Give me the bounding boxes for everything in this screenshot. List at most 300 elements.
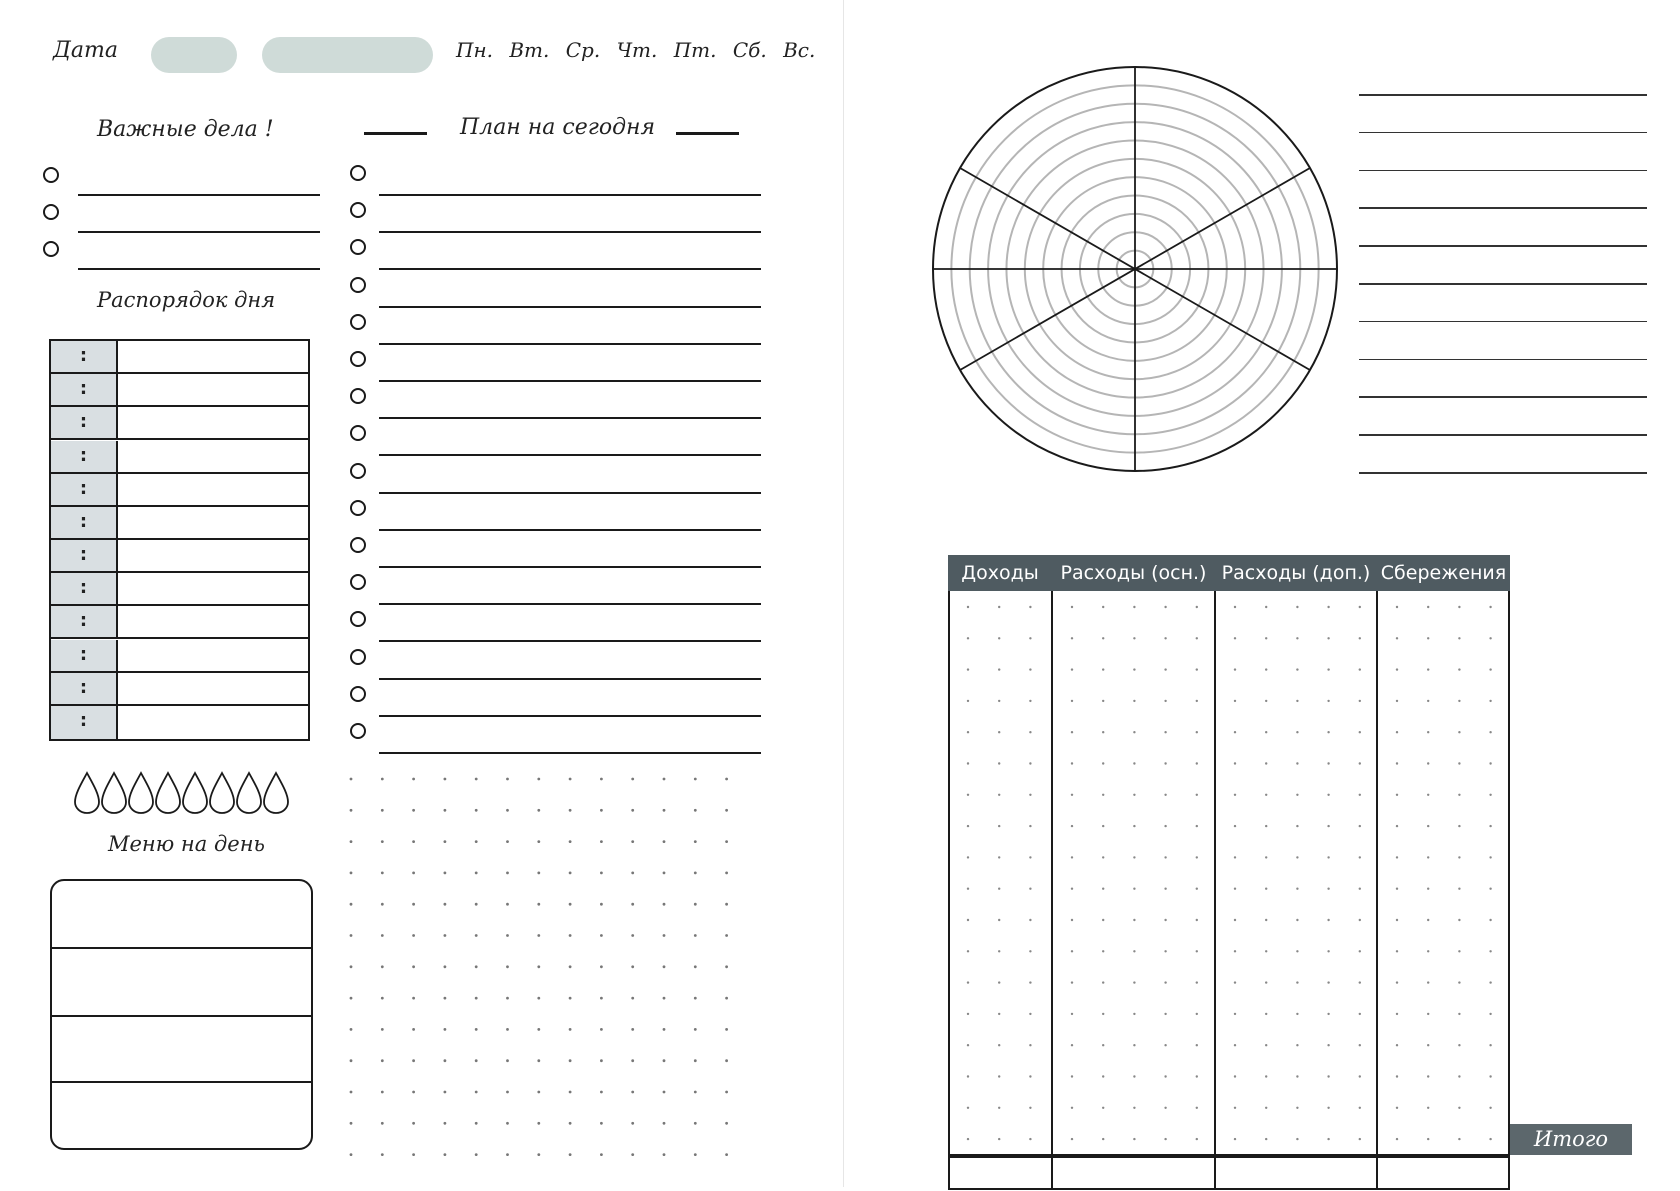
grid-dot (1396, 1107, 1398, 1109)
menu-divider (52, 947, 311, 949)
water-drop-icon[interactable] (75, 773, 99, 813)
date-field-wide[interactable] (262, 37, 433, 73)
schedule-time-cell[interactable]: : (51, 474, 118, 505)
water-drop-icon[interactable] (237, 773, 261, 813)
grid-dot (444, 997, 447, 1000)
finance-grid[interactable] (948, 591, 1512, 1191)
notes-line[interactable] (1359, 94, 1647, 96)
grid-dot (725, 903, 728, 906)
schedule-time-cell[interactable]: : (51, 407, 118, 438)
grid-dot (537, 1091, 540, 1094)
weekday-tue[interactable]: Вт. (509, 38, 550, 62)
grid-dot (569, 872, 572, 875)
important-title: Важные дела ! (97, 117, 274, 142)
grid-dot (694, 1091, 697, 1094)
grid-dot (1196, 856, 1198, 858)
schedule-activity-cell[interactable] (118, 540, 308, 571)
grid-dot (600, 997, 603, 1000)
grid-dot (412, 965, 415, 968)
grid-dot (1029, 825, 1031, 827)
schedule-activity-cell[interactable] (118, 341, 308, 372)
grid-dot (1234, 1013, 1236, 1015)
schedule-activity-cell[interactable] (118, 606, 308, 637)
grid-dot (1133, 1107, 1135, 1109)
notes-line[interactable] (1359, 207, 1647, 209)
grid-dot (1327, 1138, 1329, 1140)
grid-dot (1164, 668, 1166, 670)
grid-dot (1296, 981, 1298, 983)
schedule-title: Распорядок дня (97, 288, 276, 312)
plan-line[interactable] (379, 380, 761, 382)
grid-dot (1458, 1107, 1460, 1109)
grid-dot (663, 809, 666, 812)
plan-checkbox[interactable] (350, 277, 366, 293)
weekday-thu[interactable]: Чт. (616, 38, 658, 62)
grid-dot (1234, 919, 1236, 921)
grid-dot (1396, 762, 1398, 764)
notes-line[interactable] (1359, 359, 1647, 361)
water-drop-icon[interactable] (156, 773, 180, 813)
grid-dot (694, 934, 697, 937)
schedule-activity-cell[interactable] (118, 374, 308, 405)
schedule-activity-cell[interactable] (118, 474, 308, 505)
plan-checkbox[interactable] (350, 611, 366, 627)
grid-dot (350, 1091, 353, 1094)
grid-dot (506, 872, 509, 875)
grid-dot (475, 809, 478, 812)
grid-dot (1489, 1107, 1491, 1109)
grid-dot (1327, 700, 1329, 702)
important-line[interactable] (78, 231, 320, 233)
water-drop-icon[interactable] (102, 773, 126, 813)
plan-line[interactable] (379, 194, 761, 196)
grid-dot (1427, 919, 1429, 921)
important-checkbox[interactable] (43, 204, 59, 220)
grid-dot (631, 872, 634, 875)
grid-dot (1164, 950, 1166, 952)
important-checkbox[interactable] (43, 241, 59, 257)
date-label: Дата (53, 38, 118, 63)
grid-dot (1102, 1138, 1104, 1140)
grid-dot (663, 903, 666, 906)
plan-line[interactable] (379, 306, 761, 308)
grid-dot (381, 903, 384, 906)
grid-dot (444, 1153, 447, 1156)
water-drop-icon[interactable] (264, 773, 288, 813)
plan-checkbox[interactable] (350, 463, 366, 479)
grid-dot (1029, 731, 1031, 733)
grid-dot (631, 778, 634, 781)
grid-dot (1427, 1013, 1429, 1015)
plan-line[interactable] (379, 678, 761, 680)
grid-dot (1427, 731, 1429, 733)
plan-checkbox[interactable] (350, 500, 366, 516)
schedule-activity-cell[interactable] (118, 573, 308, 604)
grid-dot (475, 1091, 478, 1094)
plan-line[interactable] (379, 268, 761, 270)
notes-line[interactable] (1359, 396, 1647, 398)
schedule-row (51, 407, 308, 440)
grid-dot (412, 1028, 415, 1031)
grid-dot (537, 872, 540, 875)
grid-dot (694, 809, 697, 812)
grid-dot (1102, 731, 1104, 733)
schedule-time-cell[interactable]: : (51, 640, 118, 671)
grid-dot (350, 1028, 353, 1031)
grid-dot (569, 840, 572, 843)
grid-dot (1196, 981, 1198, 983)
grid-dot (412, 778, 415, 781)
grid-dot (1489, 668, 1491, 670)
grid-dot (631, 1028, 634, 1031)
plan-line[interactable] (379, 752, 761, 754)
grid-dot (1234, 856, 1236, 858)
grid-dot (1427, 825, 1429, 827)
grid-dot (631, 1091, 634, 1094)
grid-dot (1489, 606, 1491, 608)
grid-dot (350, 965, 353, 968)
grid-dot (998, 950, 1000, 952)
schedule-time-cell[interactable]: : (51, 573, 118, 604)
grid-dot (967, 700, 969, 702)
grid-dot (967, 919, 969, 921)
page-divider (843, 0, 844, 1187)
grid-dot (998, 981, 1000, 983)
plan-checkbox[interactable] (350, 388, 366, 404)
grid-dot (1359, 950, 1361, 952)
grid-dot (537, 840, 540, 843)
grid-dot (998, 794, 1000, 796)
plan-checkbox[interactable] (350, 165, 366, 181)
grid-dot (1427, 1107, 1429, 1109)
grid-dot (1029, 1138, 1031, 1140)
grid-dot (1133, 637, 1135, 639)
grid-dot (1396, 950, 1398, 952)
grid-dot (600, 1153, 603, 1156)
grid-dot (998, 919, 1000, 921)
grid-dot (1489, 731, 1491, 733)
grid-dot (444, 1091, 447, 1094)
notes-line[interactable] (1359, 170, 1647, 172)
grid-dot (1265, 637, 1267, 639)
grid-dot (1071, 637, 1073, 639)
grid-dot (412, 934, 415, 937)
grid-dot (631, 903, 634, 906)
grid-dot (537, 1153, 540, 1156)
grid-dot (1164, 606, 1166, 608)
notes-line[interactable] (1359, 132, 1647, 134)
plan-line[interactable] (379, 529, 761, 531)
plan-line[interactable] (379, 640, 761, 642)
notes-line[interactable] (1359, 283, 1647, 285)
plan-line[interactable] (379, 454, 761, 456)
grid-dot (1296, 825, 1298, 827)
grid-dot (1234, 950, 1236, 952)
weekday-sun[interactable]: Вс. (783, 38, 816, 62)
grid-dot (537, 934, 540, 937)
grid-dot (1029, 981, 1031, 983)
water-drop-icon[interactable] (129, 773, 153, 813)
grid-dot (444, 1122, 447, 1125)
weekday-fri[interactable]: Пт. (673, 38, 717, 62)
grid-dot (1296, 919, 1298, 921)
weekday-selector (456, 38, 825, 62)
notes-line[interactable] (1359, 434, 1647, 436)
plan-checkbox[interactable] (350, 537, 366, 553)
grid-dot (1071, 1013, 1073, 1015)
important-line[interactable] (78, 194, 320, 196)
grid-dot (1102, 1107, 1104, 1109)
grid-dot (350, 872, 353, 875)
grid-dot (569, 1153, 572, 1156)
plan-checkbox[interactable] (350, 351, 366, 367)
grid-dot (1327, 606, 1329, 608)
grid-dot (1427, 1044, 1429, 1046)
grid-dot (600, 1122, 603, 1125)
grid-dot (600, 1028, 603, 1031)
menu-divider (52, 1081, 311, 1083)
grid-dot (1458, 1044, 1460, 1046)
finance-total-cell[interactable] (1377, 1156, 1510, 1190)
schedule-time-cell[interactable]: : (51, 673, 118, 704)
grid-dot (350, 1122, 353, 1125)
schedule-time-cell[interactable]: : (51, 606, 118, 637)
grid-dot (631, 1122, 634, 1125)
schedule-activity-cell[interactable] (118, 441, 308, 472)
grid-dot (381, 1059, 384, 1062)
plan-line[interactable] (379, 231, 761, 233)
plan-checkbox[interactable] (350, 202, 366, 218)
grid-dot (1458, 762, 1460, 764)
plan-checkbox[interactable] (350, 314, 366, 330)
schedule-activity-cell[interactable] (118, 706, 308, 739)
grid-dot (1489, 637, 1491, 639)
water-drop-icon[interactable] (210, 773, 234, 813)
grid-dot (1359, 1044, 1361, 1046)
grid-dot (1458, 700, 1460, 702)
grid-dot (1327, 762, 1329, 764)
water-drop-icon[interactable] (183, 773, 207, 813)
plan-line[interactable] (379, 715, 761, 717)
weekday-sat[interactable]: Сб. (732, 38, 767, 62)
grid-dot (569, 778, 572, 781)
grid-dot (967, 1075, 969, 1077)
grid-dot (1296, 794, 1298, 796)
grid-dot (1196, 950, 1198, 952)
grid-dot (1359, 700, 1361, 702)
schedule-time-cell[interactable]: : (51, 441, 118, 472)
grid-dot (1234, 981, 1236, 983)
schedule-activity-cell[interactable] (118, 407, 308, 438)
grid-dot (1458, 794, 1460, 796)
finance-total-cell[interactable] (948, 1156, 1052, 1190)
grid-dot (1234, 731, 1236, 733)
grid-dot (1458, 1013, 1460, 1015)
grid-dot (1234, 888, 1236, 890)
grid-dot (1029, 1075, 1031, 1077)
grid-dot (1396, 731, 1398, 733)
grid-dot (1029, 919, 1031, 921)
grid-dot (631, 1153, 634, 1156)
grid-dot (663, 1153, 666, 1156)
plan-checkbox[interactable] (350, 723, 366, 739)
grid-dot (663, 872, 666, 875)
schedule-activity-cell[interactable] (118, 640, 308, 671)
grid-dot (1489, 762, 1491, 764)
grid-dot (1359, 919, 1361, 921)
notes-line[interactable] (1359, 321, 1647, 323)
grid-dot (1196, 919, 1198, 921)
grid-dot (1196, 731, 1198, 733)
grid-dot (350, 1153, 353, 1156)
grid-dot (1458, 1138, 1460, 1140)
plan-checkbox[interactable] (350, 649, 366, 665)
grid-dot (967, 794, 969, 796)
grid-dot (412, 809, 415, 812)
grid-dot (444, 778, 447, 781)
grid-dot (412, 1091, 415, 1094)
grid-dot (967, 1013, 969, 1015)
grid-dot (1029, 762, 1031, 764)
grid-dot (1164, 919, 1166, 921)
grid-dot (475, 1122, 478, 1125)
schedule-time-cell[interactable]: : (51, 540, 118, 571)
grid-dot (600, 934, 603, 937)
grid-dot (1133, 981, 1135, 983)
total-label: Итого (1510, 1124, 1632, 1155)
important-checkbox[interactable] (43, 167, 59, 183)
grid-dot (412, 1059, 415, 1062)
grid-dot (1427, 606, 1429, 608)
grid-dot (998, 762, 1000, 764)
grid-dot (631, 1059, 634, 1062)
finance-total-cell[interactable] (1052, 1156, 1215, 1190)
grid-dot (569, 1091, 572, 1094)
grid-dot (1164, 700, 1166, 702)
grid-dot (1327, 950, 1329, 952)
grid-dot (1296, 762, 1298, 764)
grid-dot (1359, 1013, 1361, 1015)
plan-checkbox[interactable] (350, 686, 366, 702)
plan-checkbox[interactable] (350, 239, 366, 255)
grid-dot (1396, 794, 1398, 796)
grid-dot (1029, 700, 1031, 702)
weekday-wed[interactable]: Ср. (565, 38, 601, 62)
schedule-activity-cell[interactable] (118, 507, 308, 538)
date-field[interactable] (151, 37, 237, 73)
plan-checkbox[interactable] (350, 425, 366, 441)
schedule-time-cell[interactable]: : (51, 341, 118, 372)
grid-dot (1327, 825, 1329, 827)
grid-dot (569, 934, 572, 937)
grid-dot (694, 840, 697, 843)
grid-dot (1071, 1075, 1073, 1077)
grid-dot (1029, 1044, 1031, 1046)
grid-dot (1327, 637, 1329, 639)
grid-dot (600, 778, 603, 781)
plan-title: План на сегодня (460, 115, 656, 140)
grid-dot (967, 637, 969, 639)
grid-dot (1427, 1138, 1429, 1140)
dot-grid-notes[interactable] (345, 773, 760, 1163)
schedule-time-cell[interactable]: : (51, 507, 118, 538)
grid-dot (1458, 1075, 1460, 1077)
grid-dot (1071, 1044, 1073, 1046)
plan-line[interactable] (379, 343, 761, 345)
grid-dot (475, 1153, 478, 1156)
grid-dot (1234, 794, 1236, 796)
schedule-time-cell[interactable]: : (51, 706, 118, 739)
grid-dot (1427, 856, 1429, 858)
notes-line[interactable] (1359, 245, 1647, 247)
grid-dot (725, 840, 728, 843)
grid-dot (998, 1013, 1000, 1015)
balance-wheel[interactable] (930, 60, 1346, 480)
grid-dot (694, 872, 697, 875)
grid-dot (1396, 700, 1398, 702)
grid-dot (475, 872, 478, 875)
schedule-row (51, 341, 308, 374)
grid-dot (663, 1091, 666, 1094)
schedule-activity-cell[interactable] (118, 673, 308, 704)
grid-dot (1458, 888, 1460, 890)
plan-line[interactable] (379, 566, 761, 568)
grid-dot (1164, 1138, 1166, 1140)
schedule-time-cell[interactable]: : (51, 374, 118, 405)
grid-dot (1164, 731, 1166, 733)
grid-dot (412, 840, 415, 843)
grid-dot (1265, 1107, 1267, 1109)
grid-dot (537, 903, 540, 906)
grid-dot (506, 934, 509, 937)
grid-dot (1396, 1044, 1398, 1046)
grid-dot (444, 965, 447, 968)
grid-dot (1133, 762, 1135, 764)
schedule-row (51, 573, 308, 606)
plan-line[interactable] (379, 603, 761, 605)
grid-dot (1102, 888, 1104, 890)
grid-dot (1196, 825, 1198, 827)
grid-dot (1265, 1138, 1267, 1140)
plan-checkbox[interactable] (350, 574, 366, 590)
grid-dot (1164, 856, 1166, 858)
plan-line[interactable] (379, 417, 761, 419)
weekday-mon[interactable]: Пн. (456, 38, 493, 62)
notes-line[interactable] (1359, 472, 1647, 474)
grid-dot (506, 778, 509, 781)
grid-dot (967, 856, 969, 858)
grid-dot (1071, 606, 1073, 608)
grid-dot (1265, 856, 1267, 858)
grid-dot (1196, 637, 1198, 639)
grid-dot (1265, 1013, 1267, 1015)
grid-dot (537, 809, 540, 812)
schedule-row (51, 374, 308, 407)
grid-dot (1164, 1107, 1166, 1109)
important-line[interactable] (78, 268, 320, 270)
finance-total-cell[interactable] (1215, 1156, 1377, 1190)
grid-dot (444, 1028, 447, 1031)
grid-dot (1296, 668, 1298, 670)
grid-dot (631, 934, 634, 937)
grid-dot (967, 606, 969, 608)
grid-dot (1133, 888, 1135, 890)
plan-line[interactable] (379, 492, 761, 494)
schedule-table (49, 339, 310, 741)
grid-dot (725, 1059, 728, 1062)
grid-dot (694, 1028, 697, 1031)
grid-dot (967, 981, 969, 983)
